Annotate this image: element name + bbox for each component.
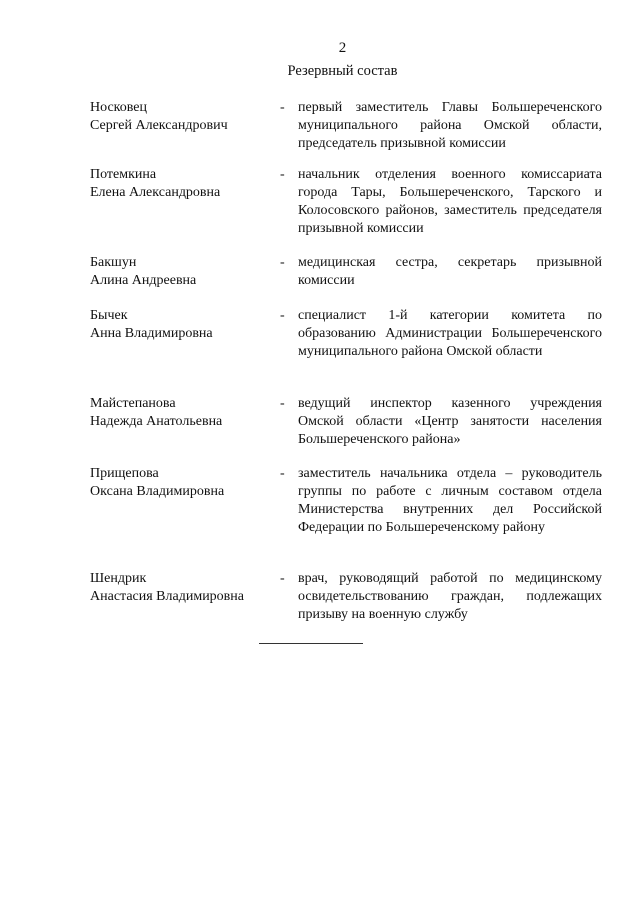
member-entry — [90, 99, 602, 166]
member-surname: Прищепова — [90, 466, 159, 481]
member-given-names: Оксана Владимировна — [90, 484, 225, 499]
member-given-names: Надежда Анатольевна — [90, 414, 223, 429]
member-role: медицинская сестра, секретарь призывной комиссии — [298, 255, 602, 288]
member-dash: - — [280, 396, 285, 411]
member-role: заместитель начальника отдела – руководитель группы по работе с личным составом отдела Министерства внутренних дел Российской Федерации по Большереченскому району — [298, 466, 602, 535]
member-surname: Шендрик — [90, 571, 147, 586]
member-given-names: Алина Андреевна — [90, 273, 197, 288]
member-given-names: Сергей Александрович — [90, 118, 228, 133]
member-surname: Бакшун — [90, 255, 137, 270]
member-dash: - — [280, 308, 285, 323]
member-role: ведущий инспектор казенного учреждения Омской области «Центр занятости населения Большереченского района» — [298, 396, 602, 447]
member-list — [90, 99, 602, 630]
member-role: начальник отделения военного комиссариата города Тары, Большереченского, Тарского и Колосовского районов, заместитель председателя призывной комиссии — [298, 167, 602, 236]
member-entry — [90, 254, 602, 307]
member-surname: Бычек — [90, 308, 128, 323]
member-role: врач, руководящий работой по медицинскому освидетельствованию граждан, подлежащих призыву на военную службу — [298, 571, 602, 622]
page-number: 2 — [338, 40, 347, 56]
member-name — [90, 307, 280, 395]
member-dash: - — [280, 466, 285, 481]
member-role: первый заместитель Главы Большереченского муниципального района Омской области, председатель призывной комиссии — [298, 100, 602, 151]
member-dash: - — [280, 255, 285, 270]
member-name — [90, 395, 280, 465]
member-entry — [90, 307, 602, 395]
member-name — [90, 99, 280, 166]
member-given-names: Анастасия Владимировна — [90, 589, 244, 604]
member-entry — [90, 465, 602, 570]
member-role: специалист 1-й категории комитета по образованию Администрации Большереченского муниципального района Омской области — [298, 308, 602, 359]
member-surname: Майстепанова — [90, 396, 176, 411]
member-entry — [90, 166, 602, 254]
member-name — [90, 465, 280, 570]
member-given-names: Елена Александровна — [90, 185, 221, 200]
member-given-names: Анна Владимировна — [90, 326, 213, 341]
section-title: Резервный состав — [287, 63, 398, 79]
end-separator-line — [259, 643, 363, 644]
member-dash: - — [280, 100, 285, 115]
member-dash: - — [280, 167, 285, 182]
member-name — [90, 570, 280, 630]
member-name — [90, 166, 280, 254]
member-entry — [90, 570, 602, 630]
member-surname: Носковец — [90, 100, 147, 115]
member-surname: Потемкина — [90, 167, 157, 182]
member-name — [90, 254, 280, 307]
member-entry — [90, 395, 602, 465]
member-dash: - — [280, 571, 285, 586]
